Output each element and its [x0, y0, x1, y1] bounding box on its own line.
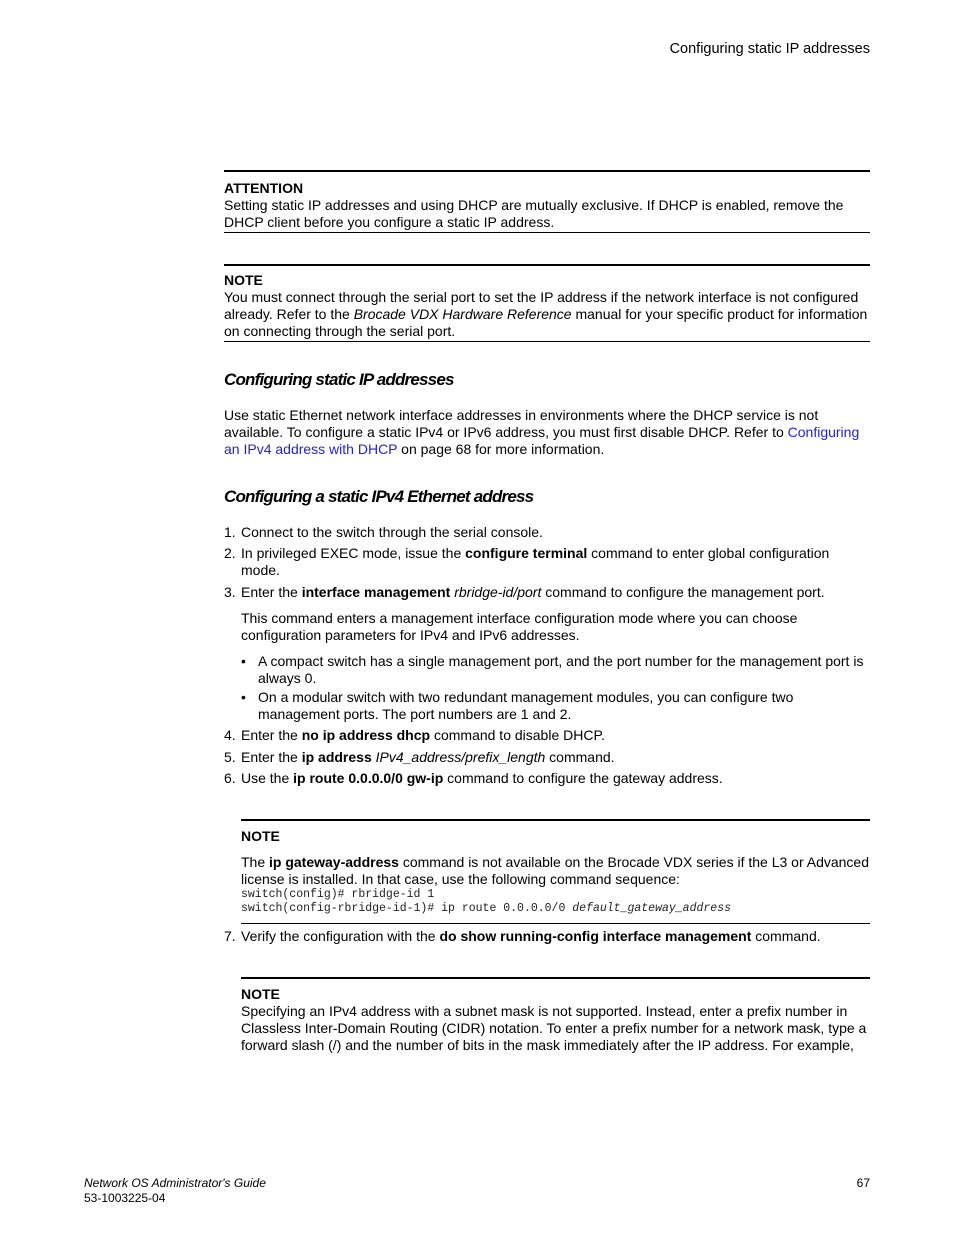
step-1-number: 1. — [224, 524, 236, 540]
attention-title: ATTENTION — [224, 180, 304, 196]
note3-title: NOTE — [241, 986, 280, 1002]
section-heading-static-ip: Configuring static IP addresses — [224, 370, 454, 389]
step-2-number: 2. — [224, 545, 236, 561]
section-heading-ipv4-ethernet: Configuring a static IPv4 Ethernet address — [224, 487, 534, 506]
step-4-number: 4. — [224, 727, 236, 743]
cmd-configure-terminal: configure terminal — [465, 545, 588, 561]
code-line-1: switch(config)# rbridge-id 1 — [241, 888, 435, 901]
note2-title: NOTE — [241, 828, 280, 844]
footer-guide-title: Network OS Administrator's Guide — [84, 1176, 266, 1190]
note1-bottom-rule — [224, 341, 870, 342]
bullet-1-marker: • — [241, 653, 246, 669]
step-3-paragraph: This command enters a management interface configuration mode where you can choose configuration parameters for IPv4 and IPv6 addresses. — [241, 610, 798, 643]
cmd-no-ip-address-dhcp: no ip address dhcp — [301, 727, 431, 743]
note2-text: The ip gateway-address command is not available on the Brocade VDX series if the L3 or Advanced license is installed. In that case, use the following command sequence: — [241, 854, 869, 887]
step-5-number: 5. — [224, 749, 236, 765]
bullet-2-text: On a modular switch with two redundant management modules, you can configure two management ports. The port numbers are 1 and 2. — [258, 689, 794, 722]
cmd-ip-gateway-address: ip gateway-address — [269, 854, 399, 870]
attention-top-rule — [224, 170, 870, 172]
step-2-text: In privileged EXEC mode, issue the configure terminal command to enter global configuration mode. — [241, 545, 830, 578]
cmd-ip-address: ip address — [301, 749, 372, 765]
step-6-number: 6. — [224, 770, 236, 786]
note3-box — [241, 986, 870, 1054]
section1-paragraph: Use static Ethernet network interface addresses in environments where the DHCP service is not available. To configure a static IPv4 or IPv6 address, you must first disable DHCP. Refer to Configuring an IPv4 address with DHCP on page 68 for more information. — [224, 407, 860, 457]
step-5-text: Enter the ip address IPv4_address/prefix_length command. — [241, 749, 615, 765]
note1-book-title: Brocade VDX Hardware Reference — [353, 306, 572, 322]
note2-box — [241, 828, 870, 916]
note1-text: You must connect through the serial port to set the IP address if the network interface is not configured already. Refer to the Brocade VDX Hardware Reference manual for your specific product for information on connecting through the serial port. — [224, 289, 868, 339]
cmd-do-show-running-config: do show running-config interface management — [439, 928, 752, 944]
cmd-interface-management: interface management — [301, 584, 451, 600]
step-3-number: 3. — [224, 584, 236, 600]
step-7-number: 7. — [224, 928, 236, 944]
attention-bottom-rule — [224, 232, 870, 233]
step-4-text: Enter the no ip address dhcp command to disable DHCP. — [241, 727, 605, 743]
note1-box — [224, 272, 870, 340]
note1-top-rule — [224, 264, 870, 266]
step-6-text: Use the ip route 0.0.0.0/0 gw-ip command to configure the gateway address. — [241, 770, 723, 786]
bullet-1-text: A compact switch has a single management port, and the port number for the management port is always 0. — [258, 653, 864, 686]
note3-top-rule — [241, 977, 870, 979]
step-3-text: Enter the interface management rbridge-id/port command to configure the management port. — [241, 584, 825, 600]
note1-title: NOTE — [224, 272, 263, 288]
note2-bottom-rule — [241, 923, 870, 924]
footer-page-number: 67 — [856, 1176, 870, 1190]
note2-top-rule — [241, 819, 870, 821]
attention-text: Setting static IP addresses and using DHCP are mutually exclusive. If DHCP is enabled, remove the DHCP client before you configure a static IP address. — [224, 197, 844, 230]
code-line-2: switch(config-rbridge-id-1)# ip route 0.0.0.0/0 default_gateway_address — [241, 902, 731, 915]
step-7-text: Verify the configuration with the do show running-config interface management command. — [241, 928, 821, 944]
running-header: Configuring static IP addresses — [669, 41, 870, 57]
footer-doc-number: 53-1003225-04 — [84, 1191, 166, 1205]
note3-text: Specifying an IPv4 address with a subnet mask is not supported. Instead, enter a prefix number in Classless Inter-Domain Routing (CIDR) notation. To enter a prefix number for a network mask, type a forward slash (/) and the number of bits in the mask immediately after the IP address. For example, — [241, 1003, 867, 1053]
attention-box — [224, 180, 870, 231]
dhcp-config-link[interactable]: Configuring an IPv4 address with DHCP — [224, 424, 860, 457]
bullet-2-marker: • — [241, 689, 246, 705]
step-1-text: Connect to the switch through the serial console. — [241, 524, 543, 540]
cmd-ip-route: ip route 0.0.0.0/0 gw-ip — [293, 770, 444, 786]
